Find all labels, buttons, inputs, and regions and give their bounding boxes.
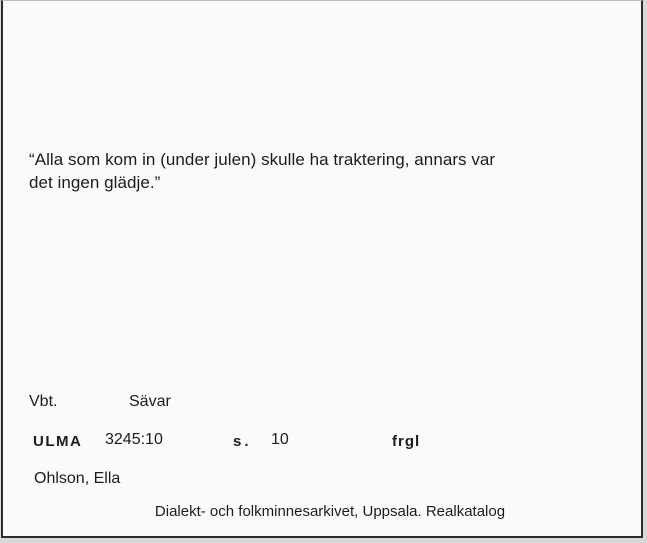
catalog-card [1,0,643,538]
quote-line-2: det ingen glädje.” [29,173,161,192]
page-label: s. [233,433,252,450]
genre-code: frgl [392,433,421,450]
informant-name: Ohlson, Ella [34,470,121,487]
card-footer: Dialekt- och folkminnesarkivet, Uppsala. Realkatalog [154,503,506,520]
quote-line-1: “Alla som kom in (under julen) skulle ha traktering, annars var [29,150,496,169]
quote-text [29,148,609,194]
region-label: Vbt. [29,393,58,410]
page-number: 10 [271,431,289,448]
archive-number: 3245:10 [105,431,163,448]
archive-label: ULMA [33,433,83,450]
place-name: Sävar [129,393,171,410]
